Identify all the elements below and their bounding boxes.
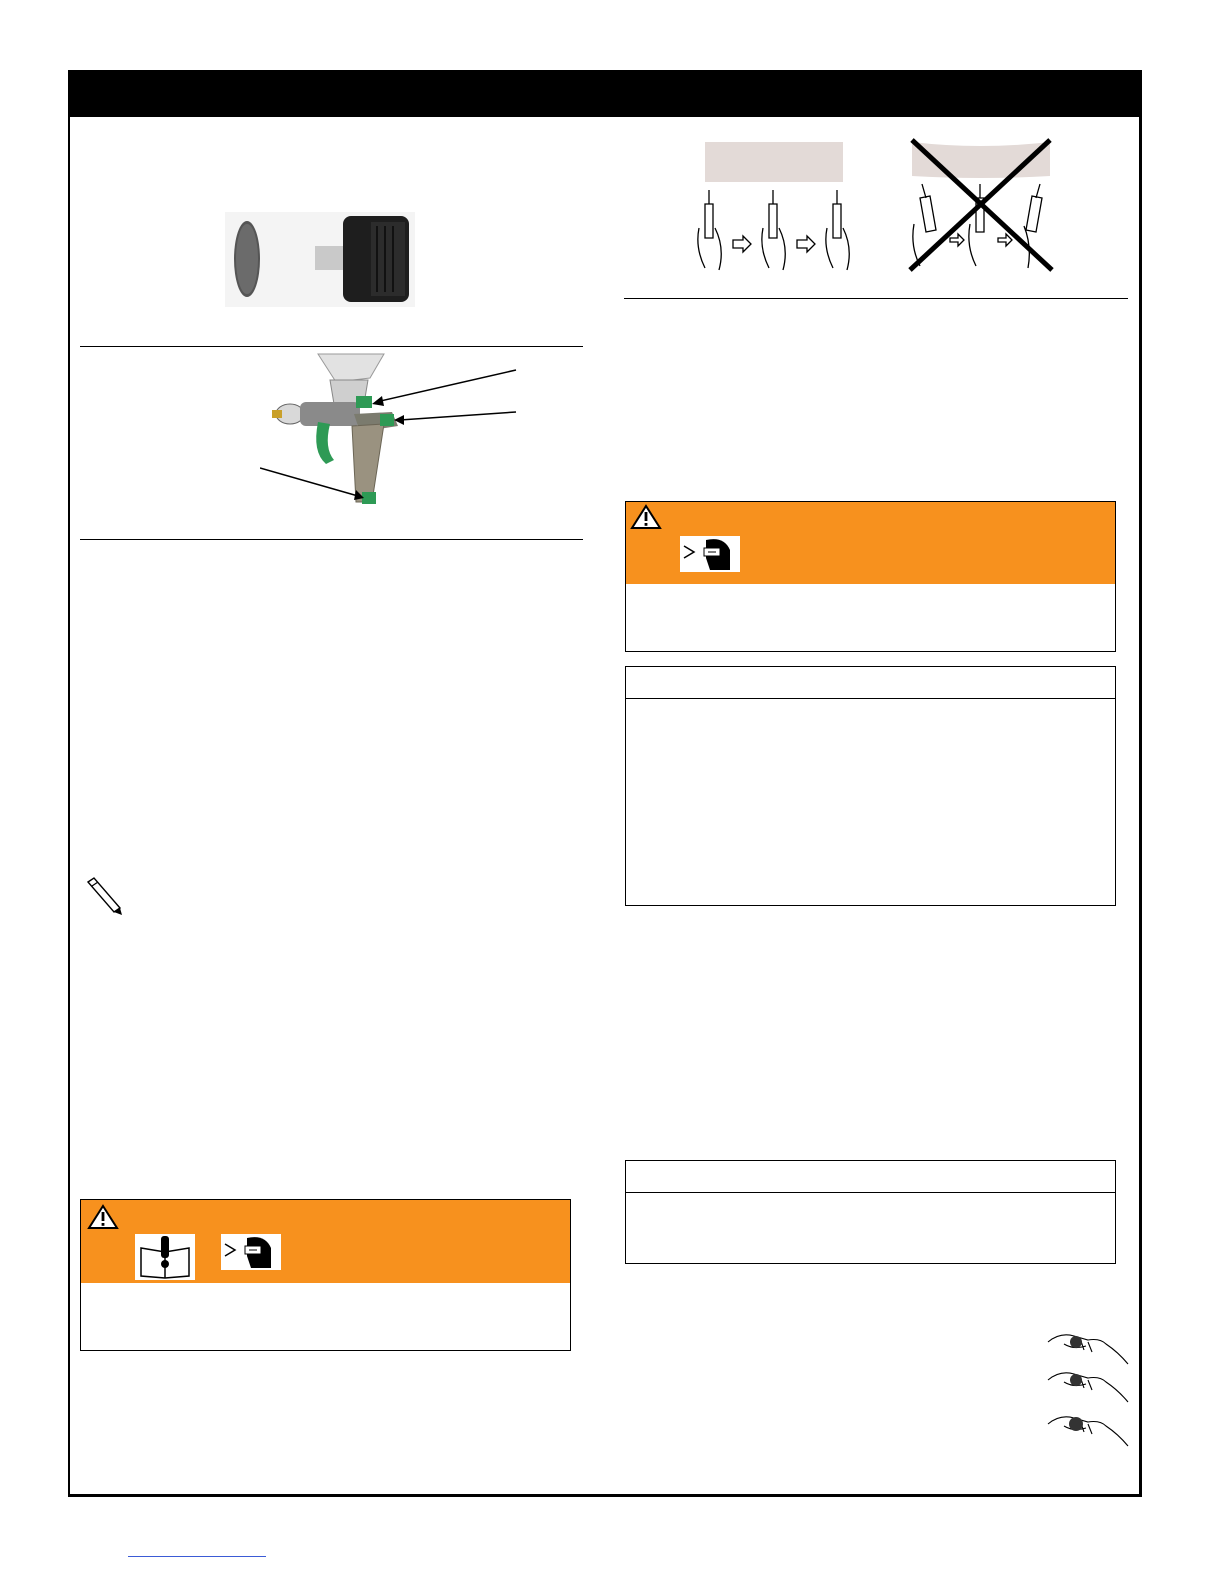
warning-triangle-icon: [87, 1204, 119, 1230]
air-cap-filter-figure: [225, 212, 415, 307]
page-frame: [68, 70, 1142, 1497]
hand-grip-figure: [1044, 1328, 1134, 1450]
warning-box-left: [80, 1199, 571, 1351]
notice-box-1: [625, 666, 1116, 906]
warning-box-right: [625, 501, 1116, 652]
left-divider-1: [80, 346, 583, 347]
warning-triangle-icon: [630, 504, 662, 530]
spray-gun-figure: [260, 352, 560, 512]
eye-protection-icon: [680, 536, 740, 572]
notice-box-2: [625, 1160, 1116, 1264]
spray-technique-incorrect-figure: [906, 136, 1056, 274]
right-divider-1: [624, 298, 1128, 299]
warning-header-right: [626, 502, 1115, 584]
left-divider-2: [80, 539, 583, 540]
warning-header-left: [81, 1200, 570, 1283]
notice-box-1-divider: [626, 698, 1115, 699]
eye-protection-icon: [221, 1234, 281, 1270]
pencil-note-icon: [84, 876, 124, 916]
section-header-bar: [70, 72, 1139, 117]
footer-link-underline[interactable]: [128, 1556, 266, 1557]
notice-box-2-divider: [626, 1192, 1115, 1193]
spray-technique-correct-figure: [685, 138, 865, 274]
read-manual-icon: [135, 1234, 195, 1280]
